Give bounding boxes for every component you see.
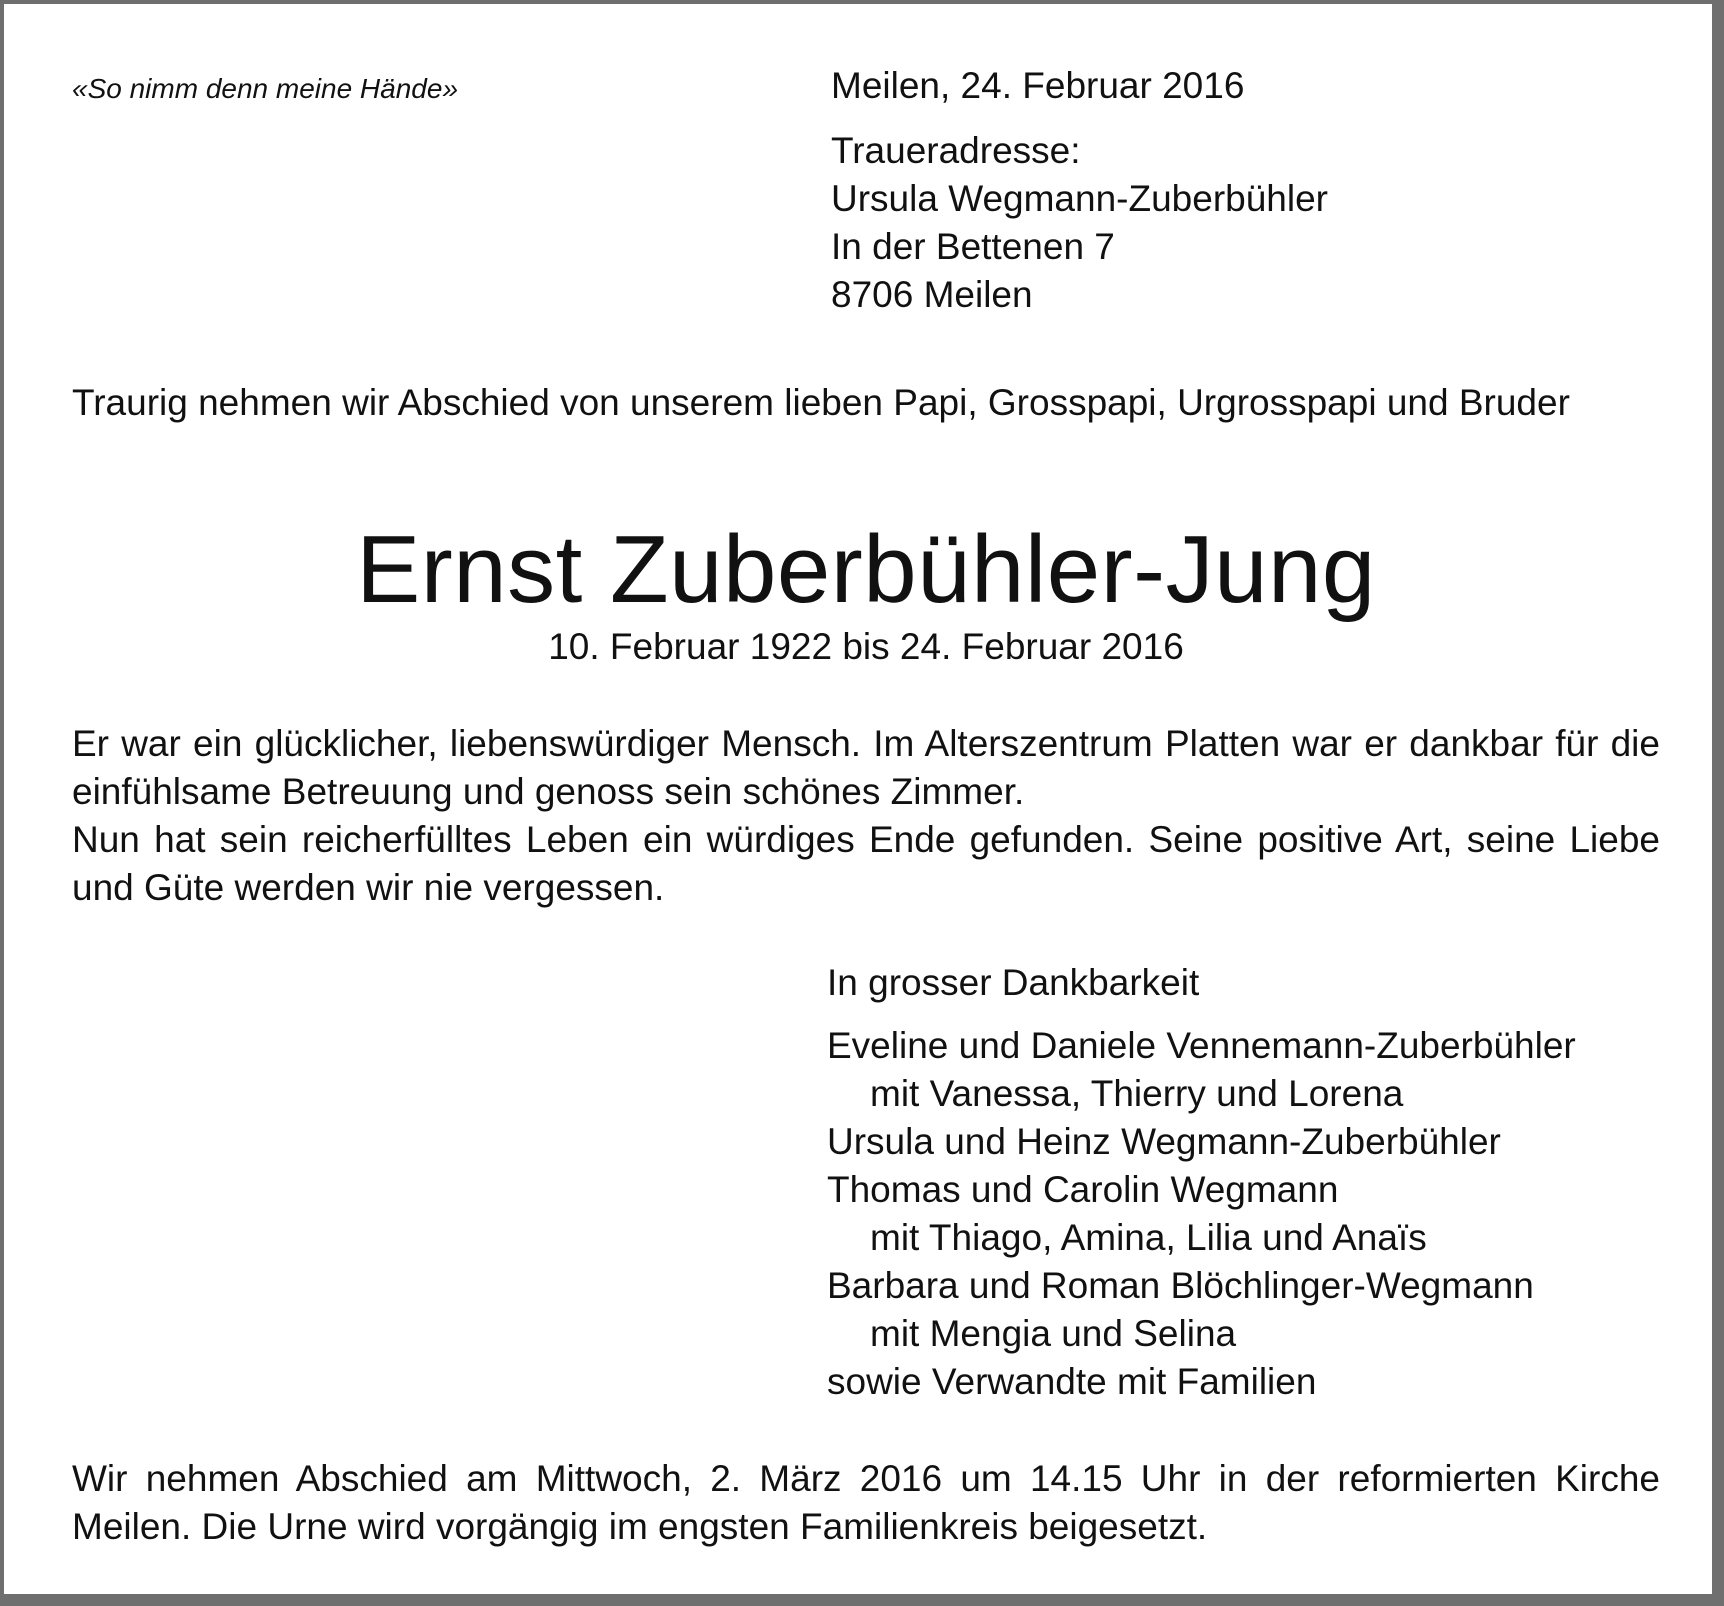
address-street: In der Bettenen 7 xyxy=(831,226,1115,267)
funeral-info: Wir nehmen Abschied am Mittwoch, 2. März 2016 um 14.15 Uhr in der reformierten Kirche Meilen. Die Urne wird vorgängig im engsten Familienkreis beigesetzt. xyxy=(72,1458,1660,1547)
life-dates: 10. Februar 1922 bis 24. Februar 2016 xyxy=(548,626,1184,667)
tribute-paragraph: Er war ein glücklicher, liebenswürdiger Mensch. Im Alterszentrum Platten war er dankbar für die einfühlsame Betreuung und genoss sein schönes Zimmer. xyxy=(72,723,1660,812)
intro-text: Traurig nehmen wir Abschied von unserem lieben Papi, Grosspapi, Urgrosspapi und Bruder xyxy=(72,382,1570,423)
mourner-line: mit Thiago, Amina, Lilia und Anaïs xyxy=(870,1217,1427,1258)
mourner-line: mit Mengia und Selina xyxy=(870,1313,1237,1354)
mourner-line: Eveline und Daniele Vennemann-Zuberbühler xyxy=(827,1025,1576,1066)
address-city: 8706 Meilen xyxy=(831,274,1033,315)
mourner-line: Barbara und Roman Blöchlinger-Wegmann xyxy=(827,1265,1534,1306)
mourners-list xyxy=(827,1022,1576,1406)
mourner-line: sowie Verwandte mit Familien xyxy=(827,1361,1317,1402)
mourner-line: Thomas und Carolin Wegmann xyxy=(827,1169,1339,1210)
address-name: Ursula Wegmann-Zuberbühler xyxy=(831,178,1328,219)
address-label: Traueradresse: xyxy=(831,130,1081,171)
place-date: Meilen, 24. Februar 2016 xyxy=(831,65,1245,106)
gratitude-line: In grosser Dankbarkeit xyxy=(827,962,1200,1003)
tribute-text xyxy=(72,720,1660,912)
deceased-name: Ernst Zuberbühler-Jung xyxy=(356,516,1376,623)
mourner-line: mit Vanessa, Thierry und Lorena xyxy=(870,1073,1404,1114)
mourner-line: Ursula und Heinz Wegmann-Zuberbühler xyxy=(827,1121,1501,1162)
tribute-paragraph: Nun hat sein reicherfülltes Leben ein würdiges Ende gefunden. Seine positive Art, seine Liebe und Güte werden wir nie vergessen. xyxy=(72,819,1660,908)
motto: «So nimm denn meine Hände» xyxy=(72,73,459,104)
mourning-address xyxy=(831,127,1328,319)
